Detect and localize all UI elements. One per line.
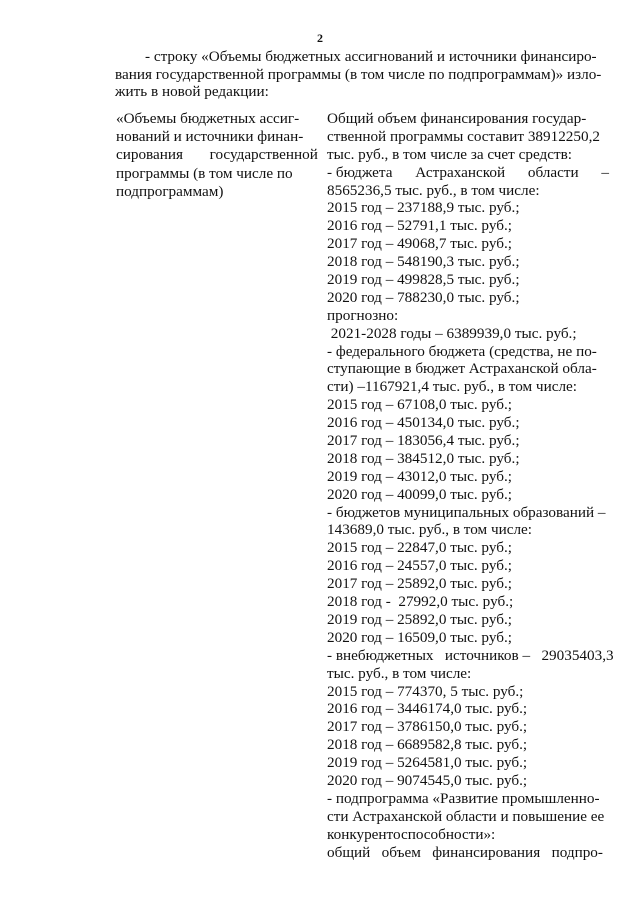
parameter-name-cell xyxy=(116,110,318,201)
parameter-name-line: «Объемы бюджетных ассиг- xyxy=(116,110,300,127)
financing-line: - федерального бюджета (средства, не по- xyxy=(327,342,597,360)
financing-line: 2020 год – 788230,0 тыс. руб.; xyxy=(327,288,520,306)
intro-paragraph xyxy=(115,48,613,101)
financing-line: 2016 год – 3446174,0 тыс. руб.; xyxy=(327,700,528,718)
financing-line: 2019 год – 5264581,0 тыс. руб.; xyxy=(327,754,528,772)
financing-line: 2020 год – 16509,0 тыс. руб.; xyxy=(327,628,512,646)
financing-line: - бюджетов муниципальных образований – xyxy=(327,503,606,521)
financing-line: сти Астраханской области и повышение ее xyxy=(327,807,605,825)
financing-line: 2016 год – 450134,0 тыс. руб.; xyxy=(327,414,520,432)
financing-line: - бюджета Астраханской области – xyxy=(327,163,610,181)
parameter-name-line: программы (в том числе по xyxy=(116,164,293,182)
financing-line: 2018 год – 6689582,8 тыс. руб.; xyxy=(327,736,528,754)
financing-line: тыс. руб., в том числе: xyxy=(327,664,472,682)
financing-line: 2017 год – 3786150,0 тыс. руб.; xyxy=(327,718,528,736)
financing-line: конкурентоспособности»: xyxy=(327,825,496,843)
financing-line: 2015 год – 774370, 5 тыс. руб.; xyxy=(327,682,524,700)
financing-line: 2017 год – 183056,4 тыс. руб.; xyxy=(327,432,520,450)
financing-line: 2018 год – 548190,3 тыс. руб.; xyxy=(327,253,520,271)
financing-line: 2017 год – 25892,0 тыс. руб.; xyxy=(327,575,512,593)
financing-line: 2015 год – 22847,0 тыс. руб.; xyxy=(327,539,512,557)
financing-line: 2018 год – 384512,0 тыс. руб.; xyxy=(327,449,520,467)
financing-line: общий объем финансирования подпро- xyxy=(327,843,603,861)
intro-line: жить в новой редакции: xyxy=(115,83,269,101)
financing-line: 2019 год – 499828,5 тыс. руб.; xyxy=(327,271,520,289)
financing-line: 2020 год – 9074545,0 тыс. руб.; xyxy=(327,771,528,789)
financing-line: 2018 год - 27992,0 тыс. руб.; xyxy=(327,593,514,611)
parameter-name-line: подпрограммам) xyxy=(116,182,224,200)
financing-line: 2016 год – 52791,1 тыс. руб.; xyxy=(327,217,512,235)
financing-line: 2015 год – 237188,9 тыс. руб.; xyxy=(327,199,520,217)
financing-line: 2019 год – 43012,0 тыс. руб.; xyxy=(327,467,512,485)
parameter-name-line: нований и источники финан- xyxy=(116,128,304,146)
financing-line: 8565236,5 тыс. руб., в том числе: xyxy=(327,181,540,199)
financing-line: Общий объем финансирования государ- xyxy=(327,110,587,127)
financing-line: прогнозно: xyxy=(327,306,399,324)
financing-line: - внебюджетных источников – 29035403,3 xyxy=(327,646,614,664)
page-number: 2 xyxy=(317,31,323,45)
financing-line: 2015 год – 67108,0 тыс. руб.; xyxy=(327,396,512,414)
financing-line: ственной программы составит 38912250,2 xyxy=(327,127,600,145)
financing-line: 2020 год – 40099,0 тыс. руб.; xyxy=(327,485,512,503)
financing-line: ступающие в бюджет Астраханской обла- xyxy=(327,360,597,378)
financing-line: тыс. руб., в том числе за счет средств: xyxy=(327,145,572,163)
financing-line: 2017 год – 49068,7 тыс. руб.; xyxy=(327,235,512,253)
parameter-name-line: сирования государственной xyxy=(116,146,318,164)
financing-line: 2021-2028 годы – 6389939,0 тыс. руб.; xyxy=(327,324,577,342)
financing-line: 2016 год – 24557,0 тыс. руб.; xyxy=(327,557,512,575)
financing-line: сти) –1167921,4 тыс. руб., в том числе: xyxy=(327,378,577,396)
intro-line: - строку «Объемы бюджетных ассигнований и источники финансиро- xyxy=(145,48,597,65)
financing-line: 143689,0 тыс. руб., в том числе: xyxy=(327,521,532,539)
intro-line: вания государственной программы (в том числе по подпрограммам)» изло- xyxy=(115,65,602,83)
financing-line: - подпрограмма «Развитие промышленно- xyxy=(327,789,600,807)
financing-details-cell xyxy=(327,110,614,861)
financing-line: 2019 год – 25892,0 тыс. руб.; xyxy=(327,610,512,628)
